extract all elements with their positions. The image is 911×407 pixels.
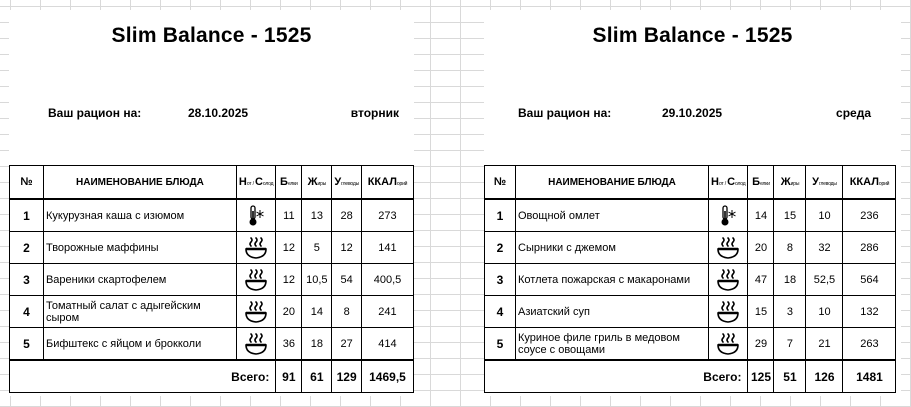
total-protein: 125: [748, 360, 774, 393]
carbs-value: 10: [806, 199, 843, 232]
dish-name: Томатный салат с адыгейским сыром: [43, 296, 236, 328]
table-header-row: [10, 166, 414, 200]
col-header-name: НАИМЕНОВАНИЕ БЛЮДА: [43, 166, 236, 200]
ration-label: Ваш рацион на:: [518, 106, 612, 120]
kcal-value: 400,5: [361, 264, 413, 296]
dish-name: Азиатский суп: [516, 296, 709, 328]
kcal-value: 286: [843, 232, 896, 264]
carbs-value: 12: [332, 232, 362, 264]
protein-value: 12: [276, 264, 302, 296]
fat-value: 3: [774, 296, 806, 328]
protein-value: 47: [748, 264, 774, 296]
row-num: 3: [485, 264, 516, 296]
fat-value: 5: [302, 232, 332, 264]
kcal-value: 414: [361, 328, 413, 361]
carbs-value: 32: [806, 232, 843, 264]
hot-bowl-icon: [709, 264, 748, 296]
row-num: 2: [485, 232, 516, 264]
kcal-value: 141: [361, 232, 413, 264]
protein-value: 20: [748, 232, 774, 264]
fat-value: 14: [302, 296, 332, 328]
table-row: [10, 232, 414, 264]
carbs-value: 10: [806, 296, 843, 328]
total-row: [10, 360, 414, 393]
dish-name: Котлета пожарская с макаронами: [516, 264, 709, 296]
ration-weekday: среда: [836, 106, 871, 120]
table-row: [485, 328, 896, 361]
cold-thermometer-icon: [236, 199, 275, 232]
total-label: Всего:: [485, 360, 748, 393]
dishes-table: [484, 165, 896, 393]
row-num: 2: [10, 232, 44, 264]
protein-value: 29: [748, 328, 774, 361]
total-row: [485, 360, 896, 393]
hot-bowl-icon: [709, 232, 748, 264]
fat-value: 10,5: [302, 264, 332, 296]
dish-name: Овощной омлет: [516, 199, 709, 232]
fat-value: 18: [774, 264, 806, 296]
fat-value: 15: [774, 199, 806, 232]
carbs-value: 28: [332, 199, 362, 232]
table-row: [10, 296, 414, 328]
protein-value: 12: [276, 232, 302, 264]
table-row: [10, 199, 414, 232]
table-row: [10, 264, 414, 296]
total-fat: 61: [302, 360, 332, 393]
ration-date: 28.10.2025: [188, 106, 249, 120]
cold-thermometer-icon: [709, 199, 748, 232]
ration-weekday: вторник: [350, 106, 399, 120]
menu-day-1: [9, 10, 414, 396]
hot-bowl-icon: [236, 264, 275, 296]
col-header-num: №: [485, 166, 516, 200]
hot-bowl-icon: [709, 328, 748, 361]
total-fat: 51: [774, 360, 806, 393]
fat-value: 8: [774, 232, 806, 264]
ration-line: [484, 106, 901, 124]
dish-name: Кукурузная каша с изюмом: [43, 199, 236, 232]
table-row: [485, 232, 896, 264]
dishes-table: [9, 165, 414, 393]
kcal-value: 273: [361, 199, 413, 232]
fat-value: 13: [302, 199, 332, 232]
row-num: 1: [10, 199, 44, 232]
ration-label: Ваш рацион на:: [48, 106, 142, 120]
row-num: 5: [485, 328, 516, 361]
dish-name: Куриное филе гриль в медовом соусе с овощами: [516, 328, 709, 361]
col-header-name: НАИМЕНОВАНИЕ БЛЮДА: [516, 166, 709, 200]
total-label: Всего:: [10, 360, 276, 393]
col-header-protein: Белки: [276, 166, 302, 200]
menu-day-2: [484, 10, 901, 396]
hot-bowl-icon: [236, 232, 275, 264]
col-header-protein: Белки: [748, 166, 774, 200]
col-header-kcal: ККАЛорий: [361, 166, 413, 200]
kcal-value: 564: [843, 264, 896, 296]
kcal-value: 236: [843, 199, 896, 232]
row-num: 3: [10, 264, 44, 296]
col-header-fat: Жиры: [302, 166, 332, 200]
hot-bowl-icon: [236, 296, 275, 328]
row-num: 5: [10, 328, 44, 361]
dish-name: Вареники скартофелем: [43, 264, 236, 296]
table-row: [485, 296, 896, 328]
carbs-value: 54: [332, 264, 362, 296]
kcal-value: 263: [843, 328, 896, 361]
hot-bowl-icon: [709, 296, 748, 328]
total-protein: 91: [276, 360, 302, 393]
menu-title: Slim Balance - 1525: [111, 24, 312, 47]
col-header-kcal: ККАЛорий: [843, 166, 896, 200]
row-num: 1: [485, 199, 516, 232]
total-kcal: 1481: [843, 360, 896, 393]
kcal-value: 241: [361, 296, 413, 328]
total-carbs: 129: [332, 360, 362, 393]
menu-title: Slim Balance - 1525: [592, 24, 793, 47]
ration-date: 29.10.2025: [662, 106, 723, 120]
carbs-value: 21: [806, 328, 843, 361]
total-carbs: 126: [806, 360, 843, 393]
carbs-value: 52,5: [806, 264, 843, 296]
col-header-hot-cold: Нот / Солод: [236, 166, 275, 200]
dish-name: Сырники с джемом: [516, 232, 709, 264]
col-header-num: №: [10, 166, 44, 200]
table-row: [485, 264, 896, 296]
protein-value: 15: [748, 296, 774, 328]
carbs-value: 8: [332, 296, 362, 328]
kcal-value: 132: [843, 296, 896, 328]
ration-line: [9, 106, 414, 124]
dish-name: Творожные маффины: [43, 232, 236, 264]
protein-value: 14: [748, 199, 774, 232]
col-header-carbs: Углеводы: [806, 166, 843, 200]
fat-value: 18: [302, 328, 332, 361]
protein-value: 36: [276, 328, 302, 361]
row-num: 4: [485, 296, 516, 328]
hot-bowl-icon: [236, 328, 275, 361]
total-kcal: 1469,5: [361, 360, 413, 393]
col-header-carbs: Углеводы: [332, 166, 362, 200]
fat-value: 7: [774, 328, 806, 361]
protein-value: 20: [276, 296, 302, 328]
protein-value: 11: [276, 199, 302, 232]
row-num: 4: [10, 296, 44, 328]
col-header-hot-cold: Нот / Солод: [709, 166, 748, 200]
table-row: [10, 328, 414, 361]
dish-name: Бифштекс с яйцом и брокколи: [43, 328, 236, 361]
col-header-fat: Жиры: [774, 166, 806, 200]
table-header-row: [485, 166, 896, 200]
carbs-value: 27: [332, 328, 362, 361]
table-row: [485, 199, 896, 232]
